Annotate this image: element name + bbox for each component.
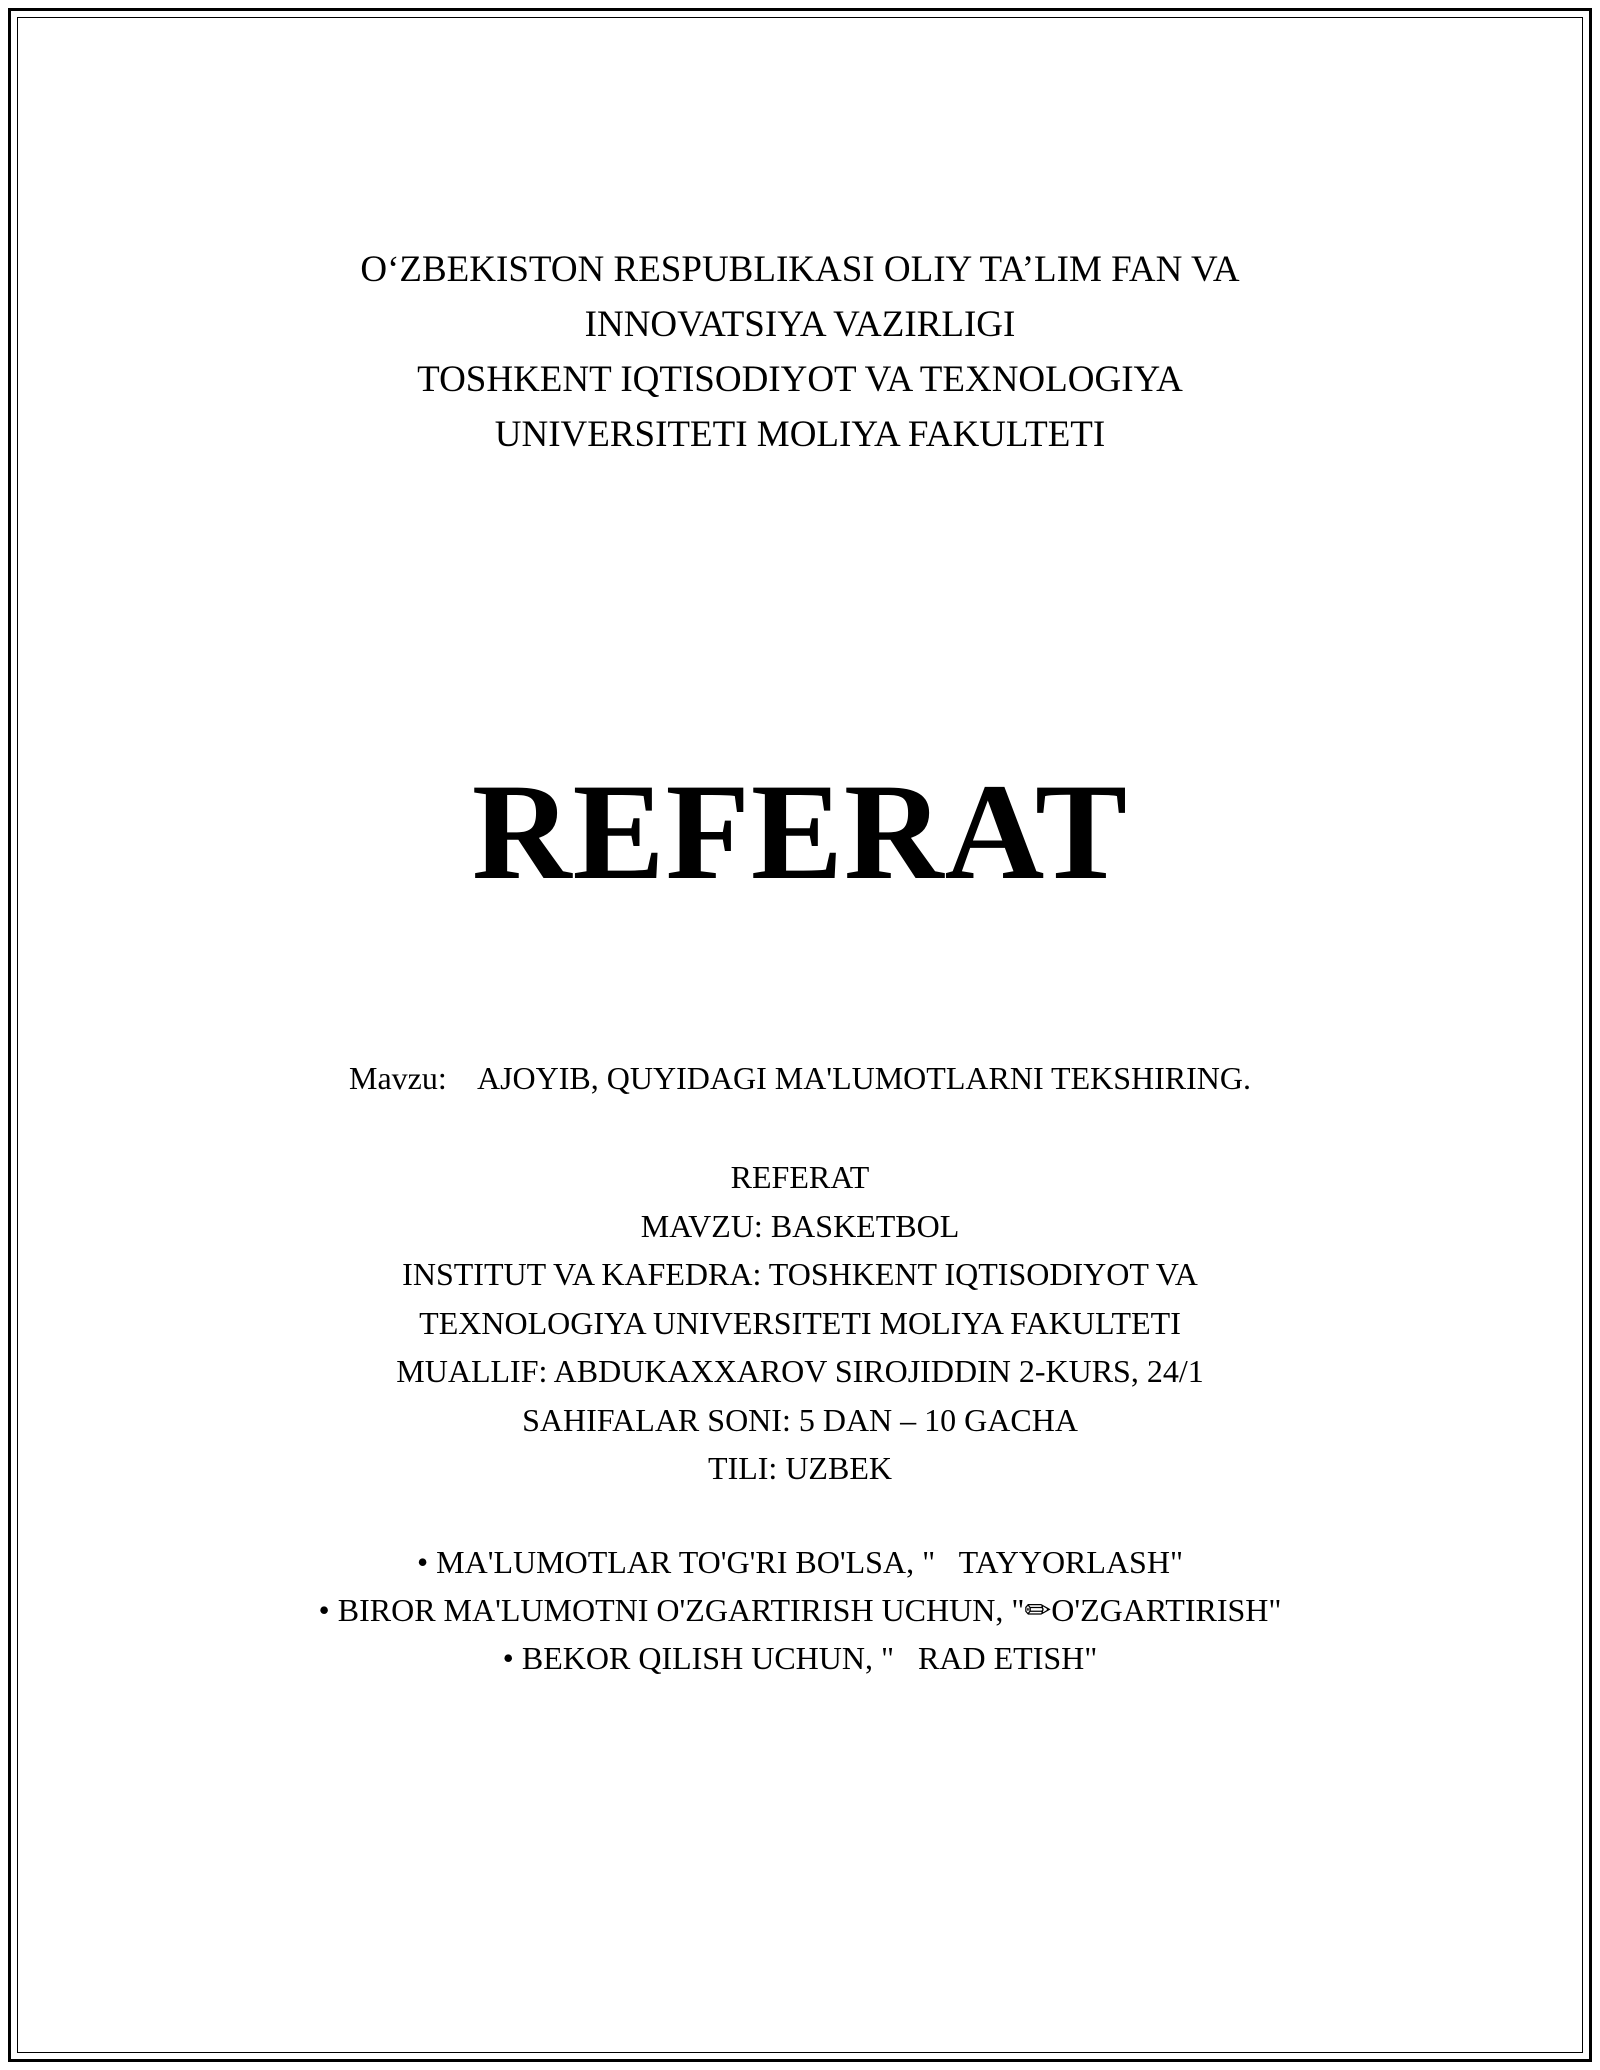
header-line: TOSHKENT IQTISODIYOT VA TEXNOLOGIYA xyxy=(417,359,1183,400)
detail-line: TILI: UZBEK xyxy=(708,1450,892,1486)
topic-line xyxy=(0,1056,1600,1100)
header-line: UNIVERSITETI MOLIYA FAKULTETI xyxy=(494,414,1106,455)
detail-line: MAVZU: BASKETBOL xyxy=(640,1207,960,1244)
instructions-list xyxy=(0,1538,1600,1682)
topic-value: AJOYIB, QUYIDAGI MA'LUMOTLARNI TEKSHIRING. xyxy=(476,1060,1251,1096)
topic-label: Mavzu: xyxy=(349,1060,447,1096)
detail-line: TEXNOLOGIYA UNIVERSITETI MOLIYA FAKULTETI xyxy=(419,1304,1181,1341)
detail-line: MUALLIF: ABDUKAXXAROV SIROJIDDIN 2-KURS, 24/1 xyxy=(396,1353,1204,1389)
instruction-item: • BIROR MA'LUMOTNI O'ZGARTIRISH UCHUN, "✏O'ZGARTIRISH" xyxy=(318,1592,1282,1628)
header-line: INNOVATSIYA VAZIRLIGI xyxy=(584,304,1016,345)
details-block xyxy=(0,1153,1600,1493)
header-line: O‘ZBEKISTON RESPUBLIKASI OLIY TA’LIM FAN VA xyxy=(360,249,1240,290)
detail-line: INSTITUT VA KAFEDRA: TOSHKENT IQTISODIYOT VA xyxy=(402,1256,1198,1292)
instruction-item: • MA'LUMOTLAR TO'G'RI BO'LSA, " TAYYORLASH" xyxy=(416,1544,1184,1580)
detail-line: REFERAT xyxy=(730,1159,870,1195)
document-title: REFERAT xyxy=(471,755,1129,908)
ministry-header xyxy=(0,242,1600,462)
detail-line: SAHIFALAR SONI: 5 DAN – 10 GACHA xyxy=(522,1401,1078,1438)
instruction-item: • BEKOR QILISH UCHUN, " RAD ETISH" xyxy=(502,1640,1098,1676)
